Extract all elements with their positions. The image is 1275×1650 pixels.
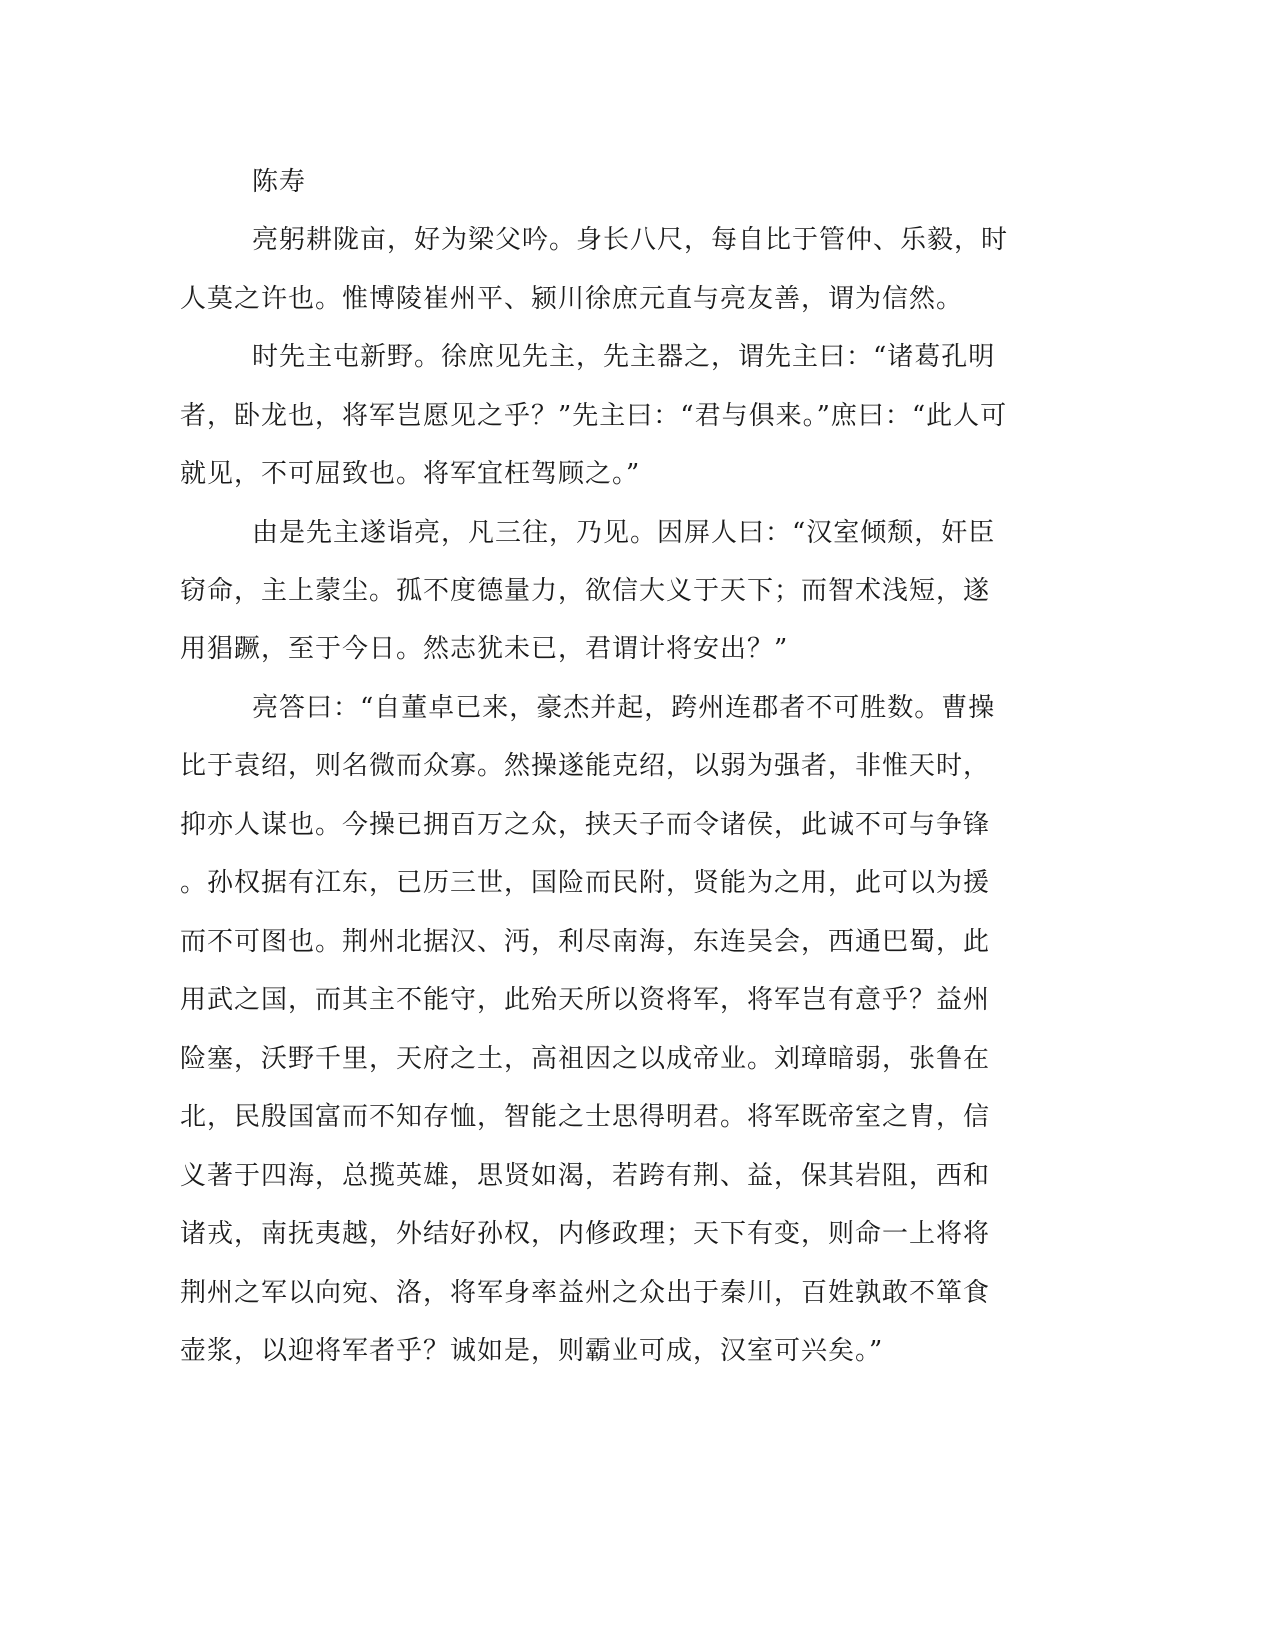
text-line: 由是先主遂诣亮，凡三往，乃见。因屏人曰：“汉室倾颓，奸臣 bbox=[252, 518, 996, 548]
text-line: 荆州之军以向宛、洛，将军身率益州之众出于秦川，百姓孰敢不箪食 bbox=[180, 1278, 991, 1308]
text-line: 义著于四海，总揽英雄，思贤如渴，若跨有荆、益，保其岩阻，西和 bbox=[180, 1161, 991, 1191]
text-line: 而不可图也。荆州北据汉、沔，利尽南海，东连吴会，西通巴蜀，此 bbox=[180, 927, 991, 957]
text-line: 用武之国，而其主不能守，此殆天所以资将军，将军岂有意乎？益州 bbox=[180, 985, 991, 1015]
text-line: 抑亦人谋也。今操已拥百万之众，挟天子而令诸侯，此诚不可与争锋 bbox=[180, 810, 991, 840]
text-line: 窃命，主上蒙尘。孤不度德量力，欲信大义于天下；而智术浅短，遂 bbox=[180, 576, 991, 606]
text-line: 用猖蹶，至于今日。然志犹未已，君谓计将安出？” bbox=[180, 634, 789, 664]
text-line: 险塞，沃野千里，天府之土，高祖因之以成帝业。刘璋暗弱，张鲁在 bbox=[180, 1044, 991, 1074]
author-line: 陈寿 bbox=[252, 167, 307, 197]
text-line: 时先主屯新野。徐庶见先主，先主器之，谓先主曰：“诸葛孔明 bbox=[252, 342, 996, 372]
text-line: 就见，不可屈致也。将军宜枉驾顾之。” bbox=[180, 459, 641, 489]
text-line: 者，卧龙也，将军岂愿见之乎？”先主曰：“君与俱来。”庶曰：“此人可 bbox=[180, 401, 1008, 431]
text-line: 壶浆，以迎将军者乎？诚如是，则霸业可成，汉室可兴矣。” bbox=[180, 1336, 884, 1366]
text-line: 。孙权据有江东，已历三世，国险而民附，贤能为之用，此可以为援 bbox=[180, 868, 991, 898]
text-line: 北，民殷国富而不知存恤，智能之士思得明君。将军既帝室之胄，信 bbox=[180, 1102, 991, 1132]
text-line: 亮答曰：“自董卓已来，豪杰并起，跨州连郡者不可胜数。曹操 bbox=[252, 693, 996, 723]
text-line: 诸戎，南抚夷越，外结好孙权，内修政理；天下有变，则命一上将将 bbox=[180, 1219, 991, 1249]
text-line: 人莫之许也。惟博陵崔州平、颍川徐庶元直与亮友善，谓为信然。 bbox=[180, 284, 964, 314]
text-line: 亮躬耕陇亩，好为梁父吟。身长八尺，每自比于管仲、乐毅，时 bbox=[252, 225, 1009, 255]
text-line: 比于袁绍，则名微而众寡。然操遂能克绍，以弱为强者，非惟天时， bbox=[180, 751, 991, 781]
